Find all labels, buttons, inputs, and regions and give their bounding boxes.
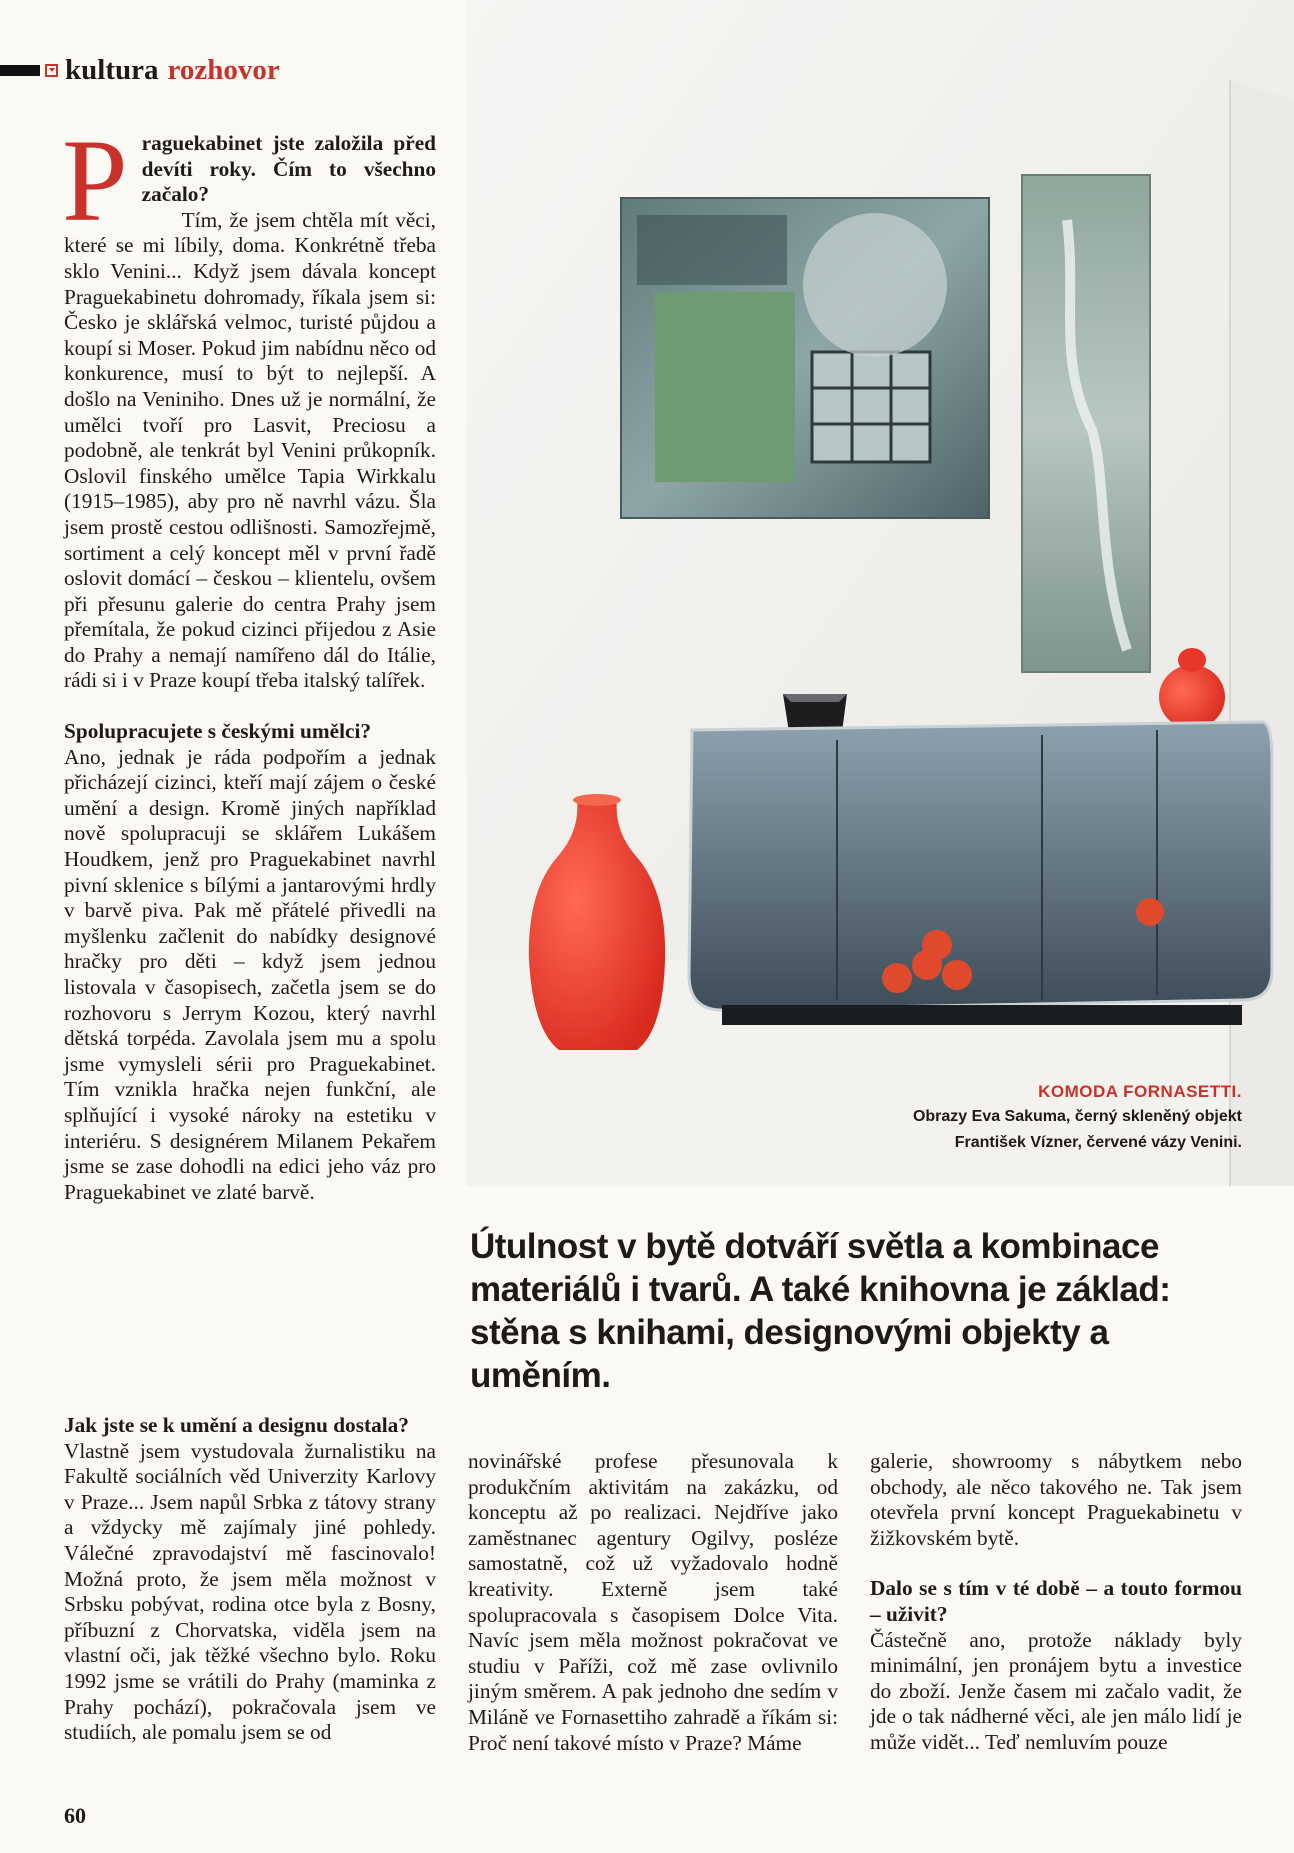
black-glass-object	[783, 694, 847, 732]
painting-waterfall	[1022, 175, 1150, 672]
caption-line-2: František Vízner, červené vázy Venini.	[954, 1134, 1242, 1151]
question-4: Dalo se s tím v té době – a touto formou – uživit?	[870, 1576, 1242, 1626]
header-bar-decoration	[0, 65, 40, 76]
answer-1: Tím, že jsem chtěla mít věci, které se mi líbily, doma. Konkrétně třeba sklo Venini... Když jsem dávala koncept Praguekabinetu dohromady, říkala jsem si: Česko je sklářská velmoc, turisté půjdou a koupí si Moser. Pokud jim nabídnu něco od konkurence, musí to být to nejlepší. A došlo na Veniniho. Dnes už je normální, že umělci tvoří pro Lasvit, Preciosu a podobně, ale tenkrát byl Venini průkopník. Oslovil finského umělce Tapia Wirkkalu (1915–1985), aby pro ně navrhl vázu. Šla jsem prostě cestou odlišnosti. Samozřejmě, sortiment a celý koncept měl v první řadě oslovit domácí – českou – klientelu, ovšem při přesunu galerie do centra Prahy jsem přemítala, že pokud cizinci přijedou z Asie do Prahy a nemají namířeno dál do Itálie, rádi si i v Praze koupí třeba italský talířek.	[64, 207, 436, 693]
caption-text	[913, 1104, 1242, 1156]
page-number: 60	[64, 1803, 86, 1828]
question-1: raguekabinet jste založila před devíti roky. Čím to všechno začalo?	[141, 131, 436, 207]
caption-title: KOMODA FORNASETTI.	[1038, 1082, 1242, 1101]
answer-3-end: galerie, showroomy s nábytkem nebo obchody, ale něco takového ne. Tak jsem otevřela první koncept Praguekabinetu v žižkovském bytě.	[870, 1449, 1242, 1550]
answer-4: Částečně ano, protože náklady byly minimální, jen pronájem bytu a investice do zboží. Jenže časem mi začalo vadit, že jde o tak nádherné věci, ale jen málo lidí je může vidět... Teď nemluvím pouze	[870, 1627, 1242, 1754]
question-3: Jak jste se k umění a designu dostala?	[64, 1413, 409, 1437]
answer-3-continued: novinářské profese přesunovala k produkčním aktivitám na zakázku, od konceptu až po realizaci. Nejdříve jako zaměstnanec agentury Ogilvy, posléze samostatně, což už vyžadovalo hodně kreativity. Externě jsem také spolupracovala s časopisem Dolce Vita. Navíc jsem měla možnost pokračovat ve studiu v Paříži, což mě zase ovlivnilo jiným směrem. A pak jednoho dne sedím v Miláně ve Fornasettiho zahradě a říkám si: Proč není takové místo v Praze? Máme	[468, 1449, 838, 1755]
article-column-1-bottom	[64, 1413, 436, 1746]
triangle-box-icon	[45, 64, 58, 77]
photo-caption	[913, 1080, 1242, 1156]
section-header	[0, 52, 280, 88]
photo-illustration	[467, 0, 1294, 1186]
article-column-2	[468, 1449, 838, 1756]
subsection-label: rozhovor	[167, 53, 280, 86]
section-label: kultura	[65, 53, 159, 86]
question-2: Spolupracujete s českými umělci?	[64, 719, 372, 744]
painting-city	[621, 198, 989, 518]
drop-cap: P	[62, 115, 128, 246]
fornasetti-cabinet	[689, 722, 1272, 1025]
pull-quote: Útulnost v bytě dotváří světla a kombinace materiálů i tvarů. A také knihovna je základ: stěna s knihami, designovými objekty a uměním.	[470, 1227, 1171, 1395]
article-column-3	[870, 1449, 1242, 1756]
article-column-1	[62, 115, 436, 1205]
answer-2: Ano, jednak je ráda podpořím a jednak přicházejí cizinci, kteří mají zájem o české umění a design. Kromě jiných například nově spolupracuji se sklářem Lukášem Houdkem, jenž pro Praguekabinet navrhl pivní sklenice s bílými a jantarovými hrdly v barvě piva. Pak mě přátelé přivedli na myšlenku začlenit do nabídky designové hračky pro děti – když jsem jednou listovala v časopisech, začetla jsem se do rozhovoru s Jerrym Kozou, který navrhl dětská torpéda. Zavolala jsem mu a spolu jsme vymysleli sérii pro Praguekabinet. Tím vznikla hračka nejen funkční, ale splňující i vysoké nároky na estetiku v interiéru. S designérem Milanem Pekařem jsme se zase dohodli na edici jeho váz pro Praguekabinet ve zlaté barvě.	[64, 744, 436, 1204]
interior-photo	[467, 0, 1294, 1186]
caption-line-1: Obrazy Eva Sakuma, černý skleněný objekt	[912, 1108, 1242, 1125]
answer-3: Vlastně jsem vystudovala žurnalistiku na Fakultě sociálních věd Univerzity Karlovy v Praze... Jsem napůl Srbka z tátovy strany a vždycky mě zajímaly jiné pohledy. Válečné zpravodajství mě fascinovalo! Možná proto, že jsem měla možnost v Srbsku pobývat, rodina otce byla z Bosny, příbuzní z Chorvatska, viděla jsem na vlastní oči, jak těžké všechno bylo. Roku 1992 jsme se vrátili do Prahy (maminka z Prahy pochází), pokračovala jsem ve studiích, ale pomalu jsem se od	[64, 1438, 436, 1745]
